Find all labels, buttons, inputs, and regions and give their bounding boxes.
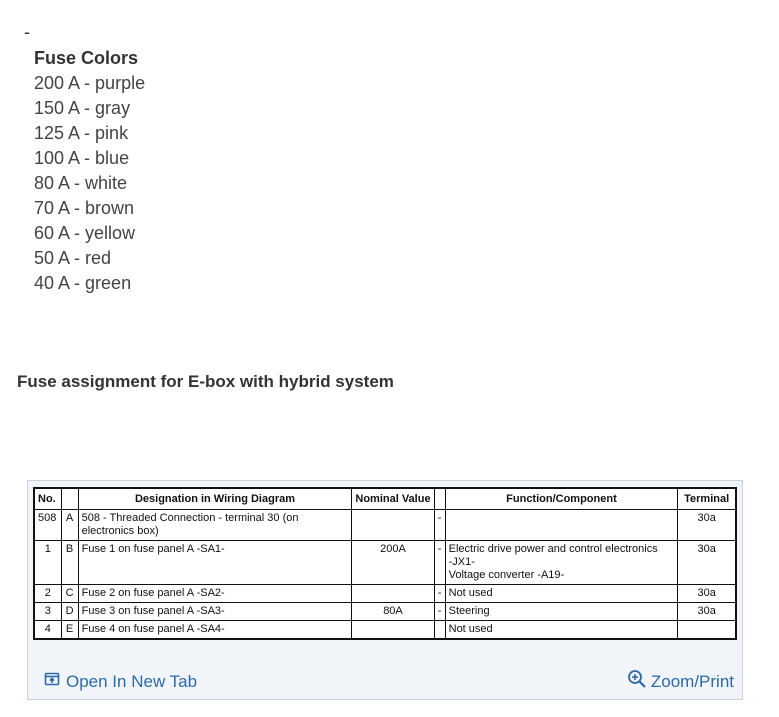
cell-terminal: 30a <box>678 585 736 603</box>
fuse-color-item: 200 A - purple <box>34 73 146 93</box>
cell-designation: Fuse 2 on fuse panel A -SA2- <box>78 585 352 603</box>
cell-nominal <box>352 585 434 603</box>
column-header: No. <box>34 488 61 510</box>
cell-function <box>445 541 678 585</box>
cell-function <box>445 585 678 603</box>
function-line: Electric drive power and control electronics <box>448 543 658 555</box>
zoom-print-link[interactable] <box>627 669 734 694</box>
separator-dash: - <box>24 22 30 42</box>
cell-nominal: 200A <box>352 541 434 585</box>
fuse-colors-section <box>34 46 145 296</box>
cell-no: 2 <box>34 585 61 603</box>
table-row <box>34 510 736 541</box>
open-in-new-tab-link[interactable] <box>44 671 197 692</box>
fuse-color-item: 150 A - gray <box>34 98 131 118</box>
table-row <box>34 585 736 603</box>
fuse-assignment-table <box>33 487 737 640</box>
cell-function <box>445 510 678 541</box>
function-line: -JX1- <box>448 556 475 568</box>
cell-no: 508 <box>34 510 61 541</box>
zoom-icon <box>627 669 647 694</box>
column-header: Nominal Value <box>352 488 434 510</box>
cell-letter: C <box>61 585 78 603</box>
column-header: Function/Component <box>445 488 678 510</box>
table-header-row <box>34 488 736 510</box>
cell-letter: A <box>61 510 78 541</box>
function-line: Voltage converter -A19- <box>448 569 565 581</box>
cell-function <box>445 621 678 640</box>
fuse-table-figure <box>27 480 743 700</box>
cell-dash: - <box>434 541 445 585</box>
figure-footer <box>28 667 742 697</box>
cell-nominal <box>352 621 434 640</box>
fuse-color-item: 80 A - white <box>34 173 128 193</box>
fuse-color-item: 125 A - pink <box>34 123 129 143</box>
cell-dash: - <box>434 510 445 541</box>
fuse-color-item: 40 A - green <box>34 273 132 293</box>
cell-letter: E <box>61 621 78 640</box>
cell-terminal: 30a <box>678 510 736 541</box>
table-row <box>34 603 736 621</box>
cell-designation: Fuse 4 on fuse panel A -SA4- <box>78 621 352 640</box>
column-header: Designation in Wiring Diagram <box>78 488 352 510</box>
function-line: Steering <box>448 605 490 617</box>
cell-dash: - <box>434 585 445 603</box>
cell-no: 1 <box>34 541 61 585</box>
cell-designation: Fuse 1 on fuse panel A -SA1- <box>78 541 352 585</box>
fuse-color-item: 60 A - yellow <box>34 223 136 243</box>
fuse-colors-title: Fuse Colors <box>34 48 139 68</box>
open-new-tab-icon <box>44 671 60 692</box>
cell-terminal <box>678 621 736 640</box>
cell-function <box>445 603 678 621</box>
section-heading: Fuse assignment for E-box with hybrid system <box>17 372 394 391</box>
column-header <box>434 488 445 510</box>
cell-letter: D <box>61 603 78 621</box>
fuse-colors-list <box>34 71 145 296</box>
open-in-new-tab-label: Open In New Tab <box>66 671 198 691</box>
cell-dash: - <box>434 603 445 621</box>
cell-terminal: 30a <box>678 603 736 621</box>
cell-designation: 508 - Threaded Connection - terminal 30 (on electronics box) <box>78 510 352 541</box>
cell-designation: Fuse 3 on fuse panel A -SA3- <box>78 603 352 621</box>
cell-dash <box>434 621 445 640</box>
zoom-print-label: Zoom/Print <box>650 671 734 691</box>
cell-nominal <box>352 510 434 541</box>
fuse-color-item: 50 A - red <box>34 248 112 268</box>
function-line: Not used <box>448 623 493 635</box>
cell-terminal: 30a <box>678 541 736 585</box>
cell-nominal: 80A <box>352 603 434 621</box>
cell-no: 3 <box>34 603 61 621</box>
fuse-color-item: 70 A - brown <box>34 198 135 218</box>
column-header: Terminal <box>678 488 736 510</box>
table-row <box>34 621 736 640</box>
cell-no: 4 <box>34 621 61 640</box>
table-row <box>34 541 736 585</box>
cell-letter: B <box>61 541 78 585</box>
function-line: Not used <box>448 587 493 599</box>
column-header <box>61 488 78 510</box>
table-wrapper <box>33 487 737 640</box>
fuse-color-item: 100 A - blue <box>34 148 130 168</box>
